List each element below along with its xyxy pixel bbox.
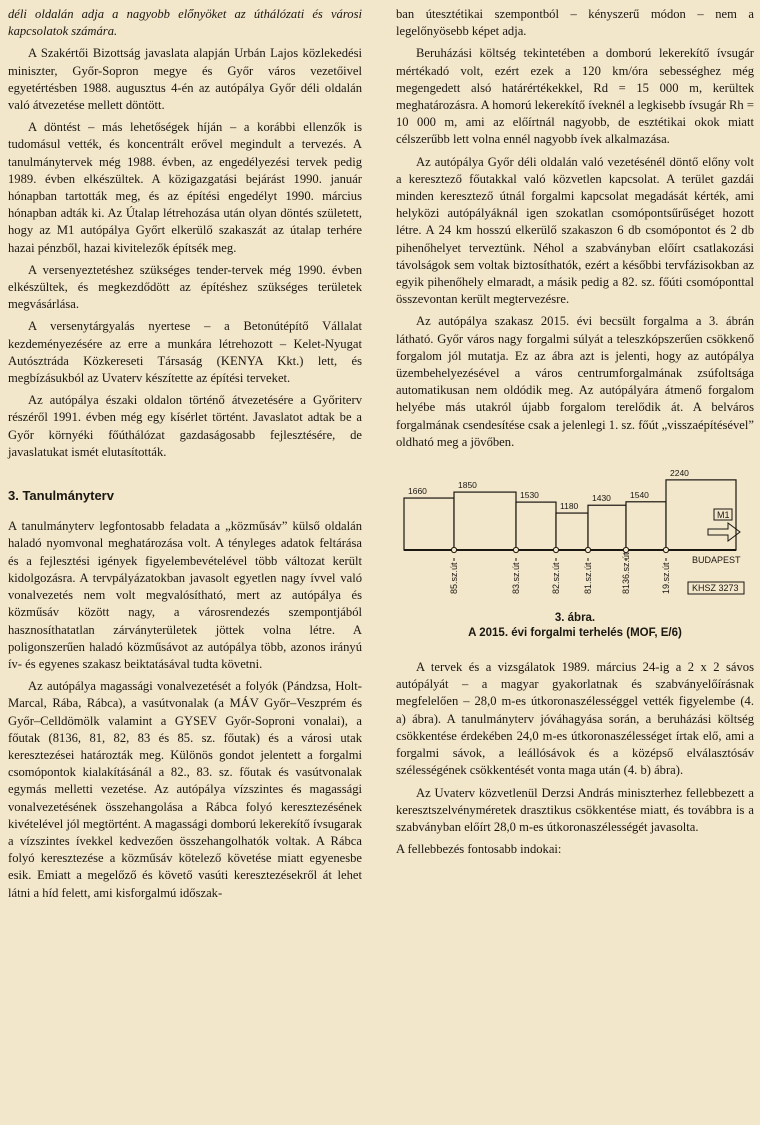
value-label: 1850 xyxy=(458,480,477,491)
stamp-label: KHSZ 3273 xyxy=(692,583,739,594)
junction-marker xyxy=(663,547,668,552)
paragraph: A tanulmányterv legfontosabb feladata a „közműsáv” külső oldalán haladó nyomvonal meghatározása volt. A tényleges adatok feltárása és a fejlesztési igények figyelembevételével több változat került kidolgozásra. A tervpályázatokban javasolt egyetlen nagy ívvel való vonalvezetés nem volt megvalósítható, mert az autópálya és közműsáv között nagy, a városrendezés szempontjából hasznosíthatatlan zárványterületek jöttek volna létre. A poligonszerűen haladó közműsávot az autópálya több, azonos irányú ív- és egyenes szakasz beiktatásával tudta követni. xyxy=(8,519,362,671)
paragraph: Az autópálya szakasz 2015. évi becsült forgalma a 3. ábrán látható. Győr város nagy forgalmi súlyát a teleszkópszerűen csökkenő forgalom jól mutatja. Ez az ábra azt is jelenti, hogy az autópálya üzembehelyezésével a város centrumforgalmának zsúfoltsága automatikusan nem oldódik meg. Az autópályára átmenő forgalom helyébe más utakról újabb forgalom terelődik át. A belváros forgalmának csendesítése csak a jelenlegi 1. sz. főút „visszaépítésével” oldható meg a jövőben. xyxy=(396,314,754,449)
junction-marker xyxy=(623,547,628,552)
traffic-figure xyxy=(396,465,754,605)
paragraph: ban útesztétikai szempontból – kényszerű módon – nem a legelőnyösebb képet adja. xyxy=(396,7,754,39)
right-column xyxy=(396,6,754,858)
traffic-bar xyxy=(556,513,588,550)
figure-title: A 2015. évi forgalmi terhelés (MOF, E/6) xyxy=(468,627,682,640)
tick-label: 82.sz.út xyxy=(551,562,561,595)
junction-marker xyxy=(585,547,590,552)
traffic-chart xyxy=(396,465,754,605)
paragraph: A Szakértői Bizottság javaslata alapján Urbán Lajos közlekedési miniszter, Győr-Sopron megye és Győr város vezetőivel egyetértésben 1988. augusztus 4-én az autópálya Győr déli oldalán való átvezetése mellett döntött. xyxy=(8,46,362,113)
paragraph: Az autópálya magassági vonalvezetését a folyók (Pándzsa, Holt-Marcal, Rába, Rábca), a vasútvonalak (a MÁV Győr–Veszprém és Győr–Celldömölk valamint a GYSEV Győr-Soproni vonalai), a főutak (8136, 81, 82, 83 és 85. sz. főutak) és a városi utak keresztezései határozták meg. Különös gondot jelentett a forgalmi csomópontok kialakításánál a 82., 83. sz. főutak és vasútvonalak egymás melletti vezetése. Az autópálya vízszintes és magassági vonalvezetésének összehangolása a Rábca folyó keresztezésének kivételével jól megtörtént. A magassági domború lekerekítő ívsugarak a vízszintes ívekkel kedvezően összehangolhatók voltak. A Rábca folyó keresztezése a közműsáv kötelező követése miatt egyenesbe esik. Emiatt a megelőző és követő vasúti keresztezésekről át lehet látni a híd felett, ami kisforgalmú időszak- xyxy=(8,679,362,900)
paragraph: Beruházási költség tekintetében a domború lekerekítő ívsugár mértékadó volt, ezért ezek a 120 km/óra sebességhez még megengedett alsó határértékekkel, Rd = 15 000 m, kerültek meghatározásra. A homorú lekerekítő íveknél a legkisebb ívsugár Rh = 10 000 m, ami az előírtnál nagyobb, de esztétikai okok miatt célszerűbb lett volna ennél nagyobb ívek alkalmazása. xyxy=(396,46,754,147)
value-label: 1540 xyxy=(630,489,649,500)
tick-label: 19.sz.út xyxy=(661,562,671,595)
paragraph: Az autópálya Győr déli oldalán való vezetésénél döntő előny volt a keresztező főutakkal való közvetlen kapcsolat. A terület gazdái minden keresztező útnál forgalmi kapcsolat megadását kérték, ami helyközi autópályáknál igen szokatlan csomópontsűrűséget hozott létre. A 24 km hosszú elkerülő szakaszon 6 db csomópontot és 2 db pihenőhelyet terveztünk. Néhol a szabványban előírt csatlakozási távolságok sem voltak biztosíthatók, ezért a későbbi tervfázisokban az egyik pihenőhely elmaradt, a másik pedig a 82. sz. főúti csomóponttal összevontan került megtervezésre. xyxy=(396,154,754,307)
paragraph: A versenyeztetéshez szükséges tender-tervek még 1990. évben elkészültek, és megkezdődött az építéshez szükséges területek megvásárlása. xyxy=(8,262,362,312)
tick-label: 81.sz.út xyxy=(583,562,593,595)
section-heading: 3. Tanulmányterv xyxy=(8,488,114,504)
traffic-bar xyxy=(454,492,516,550)
paragraph: A versenytárgyalás nyertese – a Betonútépítő Vállalat kezdeményezésére az erre a munkára létrehozott – Kelet-Nyugat Autósztráda Közkereseti Társaság (KENYA Kkt.) lett, és megbízásukból az Uvaterv készítette az építési terveket. xyxy=(8,319,362,386)
paragraph: A döntést – más lehetőségek híján – a korábbi ellenzők is tudomásul vették, és koncentrált erővel megindult a tervezés. A tanulmánytervek még 1988. évben, az engedélyezési tervek pedig 1989. évben elkészültek. A közigazgatási bejárást 1990. január hónapban tartották meg, és az építési engedélyt 1990. március hónapban adták ki. Az Útalap létrehozása után olyan döntés született, hogy az M1 autópálya Győrt elkerülő szakaszát az útalap terhére hazai pénzből, hazai kivitelezők építsék meg. xyxy=(8,120,362,255)
intro-paragraph: déli oldalán adja a nagyobb előnyöket az úthálózati és városi kapcsolatok számára. xyxy=(8,7,362,39)
direction-label: BUDAPEST xyxy=(692,555,741,566)
tick-label: 8136.sz.út xyxy=(621,552,631,595)
traffic-bar xyxy=(516,502,556,550)
left-column xyxy=(8,6,362,902)
paragraph: Az autópálya északi oldalon történő átvezetésére a Győriterv részéről 1991. évben még egy kísérlet történt. Javaslatot adtak be a Győr környéki főúthálózat gazdaságosabb fejlesztésére, de javaslatukat ismét elutasították. xyxy=(8,393,362,459)
traffic-bar xyxy=(588,505,626,550)
value-label: 1660 xyxy=(408,486,427,497)
road-marker-label: M1 xyxy=(717,510,730,521)
junction-marker xyxy=(451,547,456,552)
tick-label: 83.sz.út xyxy=(511,562,521,595)
traffic-bar xyxy=(626,502,666,550)
value-label: 2240 xyxy=(670,467,689,478)
paragraph: Az Uvaterv közvetlenül Derzsi András miniszterhez fellebbezett a keresztszelvényméretek drasztikus csökkentése miatt, és továbbra is a szabványban előírt 28,0 m-es útkoronaszélességét javasolta. xyxy=(396,785,754,834)
junction-marker xyxy=(513,547,518,552)
value-label: 1530 xyxy=(520,490,539,501)
value-label: 1430 xyxy=(592,493,611,504)
paragraph: A tervek és a vizsgálatok 1989. március 24-ig a 2 x 2 sávos autópályát – a magyar gyakorlatnak és szabványelőírásnak megfelelően – 28,0 m-es útkoronaszélességgel vették figyelembe (4. a) ábra). A tanulmányterv jóváhagyása során, a beruházási költség csökkentése érdekében 24,0 m-es útkoronaszélességet írtak elő, ami a forgalmi sávok, a leállósávok és a középső elválasztósáv szélességének csökkentését vonta maga után (4. b) ábra). xyxy=(396,660,754,778)
tick-label: 85.sz.út xyxy=(449,562,459,595)
closing-line: A fellebbezés fontosabb indokai: xyxy=(396,842,562,857)
traffic-bar xyxy=(404,498,454,550)
figure-caption xyxy=(396,611,754,641)
figure-number: 3. ábra. xyxy=(554,612,596,625)
junction-marker xyxy=(553,547,558,552)
value-label: 1180 xyxy=(560,501,579,512)
